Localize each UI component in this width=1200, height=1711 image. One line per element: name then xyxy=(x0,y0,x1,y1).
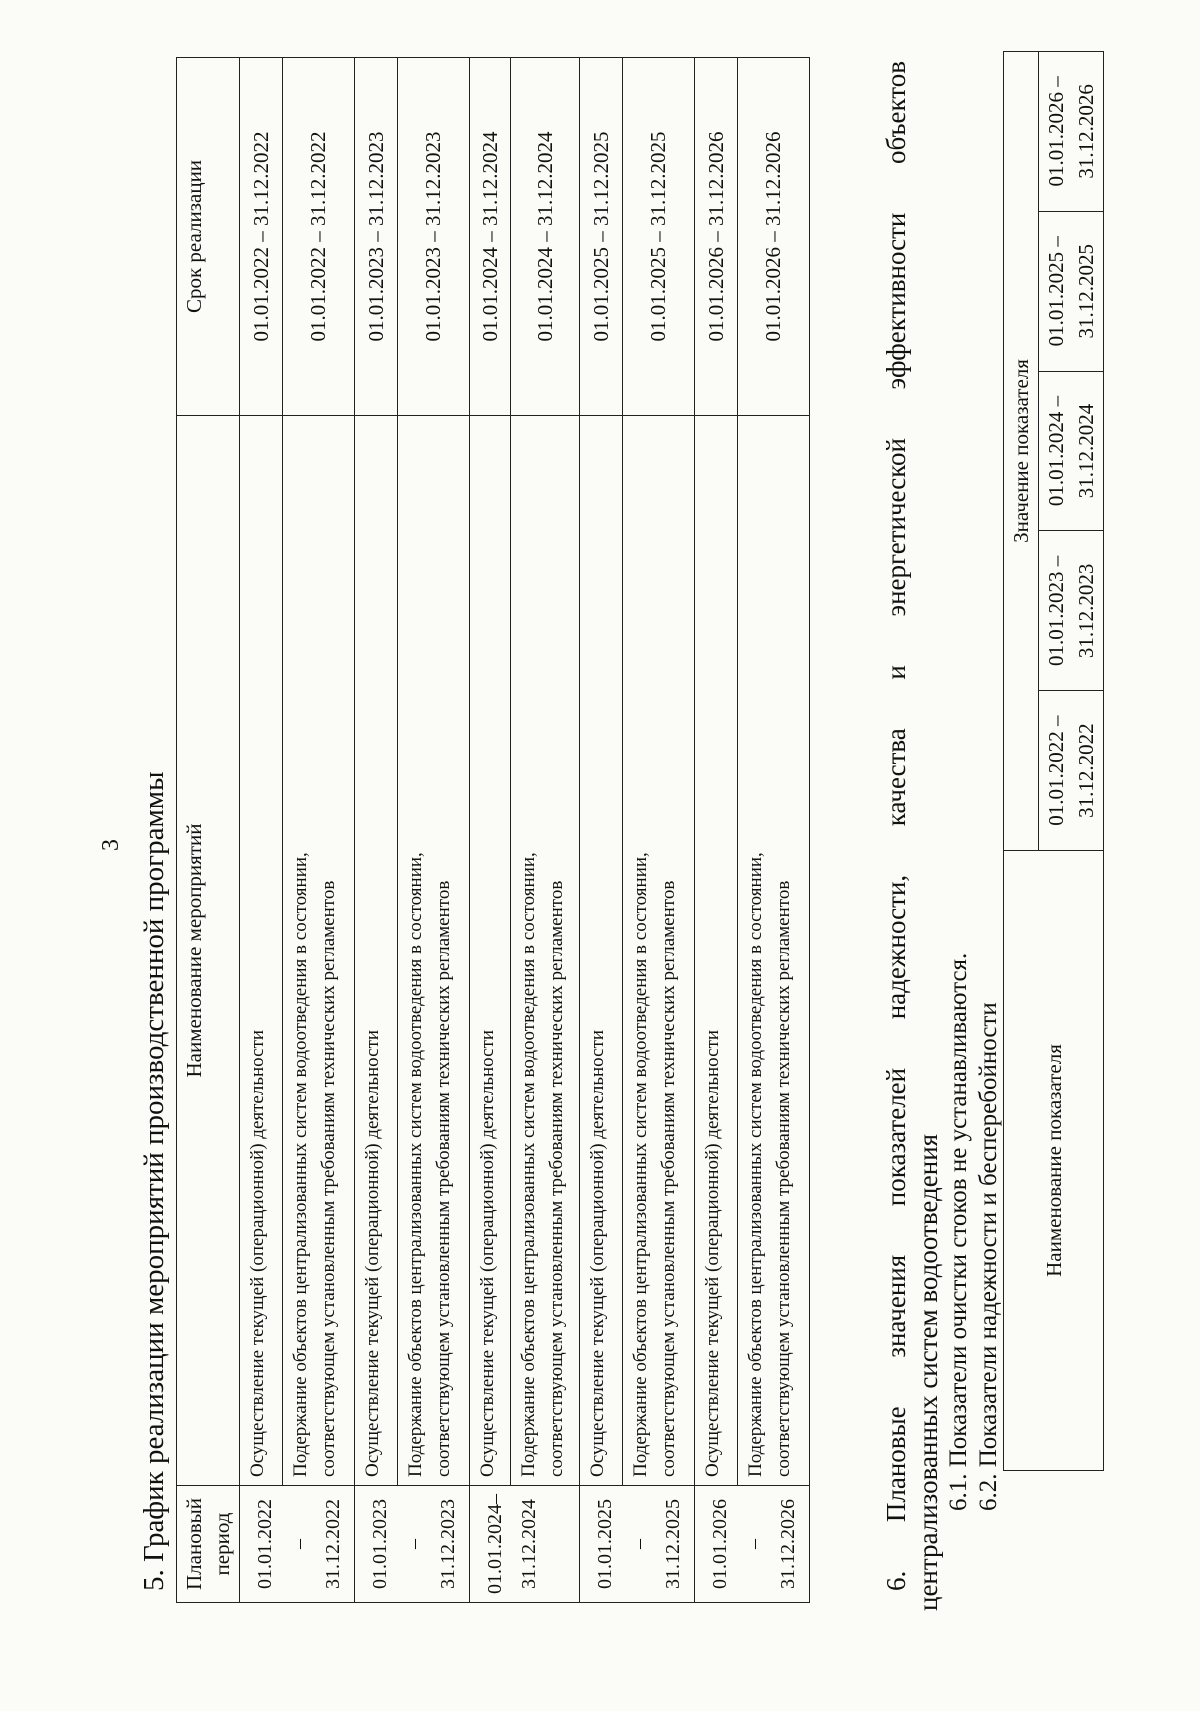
activity-operational: Осуществление текущей (операционной) деятельности xyxy=(580,416,623,1486)
activity-maintenance-line2: соответствующем установленным требованиям технических регламентов xyxy=(432,880,454,1477)
period-end: 31.12.2025 xyxy=(662,1499,684,1589)
activity-maintenance xyxy=(397,416,469,1486)
term-cell: 01.01.2026 – 31.12.2026 xyxy=(695,58,738,416)
period-header-cell xyxy=(1039,52,1104,212)
term-cell: 01.01.2022 – 31.12.2022 xyxy=(282,58,354,416)
term-cell: 01.01.2026 – 31.12.2026 xyxy=(737,58,809,416)
table2-header-row xyxy=(1004,52,1039,1471)
period-header-cell xyxy=(1039,211,1104,371)
heading-word: качества xyxy=(881,728,911,827)
heading-word: надежности, xyxy=(881,874,911,1020)
period-start: 01.01.2025 – xyxy=(1044,236,1068,347)
schedule-body xyxy=(240,58,810,1603)
table-row xyxy=(511,58,580,1603)
period-header-cell xyxy=(1039,531,1104,691)
term-cell: 01.01.2024 – 31.12.2024 xyxy=(470,58,511,416)
activity-maintenance xyxy=(511,416,580,1486)
section-6-heading xyxy=(880,61,912,1611)
term-cell: 01.01.2023 – 31.12.2023 xyxy=(397,58,469,416)
period-end: 31.12.2026 xyxy=(1074,84,1098,179)
table-row xyxy=(580,58,623,1603)
term-cell: 01.01.2025 – 31.12.2025 xyxy=(580,58,623,416)
period-start: 01.01.2023 – xyxy=(1044,555,1068,666)
activity-maintenance xyxy=(282,416,354,1486)
period-cell xyxy=(470,1486,580,1603)
heading-word: значения xyxy=(881,1254,911,1358)
period-end: 31.12.2026 xyxy=(777,1499,799,1589)
period-start: 01.01.2024 – xyxy=(1044,395,1068,507)
activity-maintenance xyxy=(737,416,809,1486)
activity-maintenance-line2: соответствующем установленным требованиям технических регламентов xyxy=(772,880,794,1477)
period-end: 31.12.2022 xyxy=(322,1499,344,1589)
activity-maintenance-line1: Подержание объектов централизованных систем водоотведения в состоянии, xyxy=(289,852,311,1477)
indicator-name-header: Наименование показателя xyxy=(1004,851,1104,1471)
period-cell xyxy=(695,1486,810,1603)
period-start: 01.01.2026 – xyxy=(1044,76,1068,187)
table-row xyxy=(355,58,398,1603)
activity-operational: Осуществление текущей (операционной) деятельности xyxy=(355,416,398,1486)
header-period: Плановый период xyxy=(177,1486,240,1603)
activity-maintenance-line2: соответствующем установленным требованиям технических регламентов xyxy=(657,880,679,1477)
heading-word: 6. xyxy=(881,1570,911,1591)
heading-word: показателей xyxy=(881,1067,911,1207)
header-activity: Наименование мероприятий xyxy=(177,416,240,1486)
period-end: 31.12.2022 xyxy=(1074,723,1098,818)
period-start: 01.01.2023 – xyxy=(369,1499,425,1589)
heading-word: энергетической xyxy=(881,438,911,617)
heading-word: объектов xyxy=(881,61,911,164)
period-header-cell xyxy=(1039,371,1104,531)
period-end: 31.12.2024 xyxy=(518,1499,540,1589)
term-cell: 01.01.2023 – 31.12.2023 xyxy=(355,58,398,416)
section-6-heading-line2: централизованных систем водоотведения xyxy=(913,1133,943,1611)
period-end: 31.12.2023 xyxy=(437,1499,459,1589)
heading-word: и xyxy=(881,665,911,680)
table-row xyxy=(282,58,354,1603)
activity-maintenance-line1: Подержание объектов централизованных систем водоотведения в состоянии, xyxy=(518,852,539,1477)
item-6-2: 6.2. Показатели надежности и бесперебойности xyxy=(975,1002,1002,1511)
period-header-cell xyxy=(1039,691,1104,851)
term-cell: 01.01.2022 – 31.12.2022 xyxy=(240,58,283,416)
term-cell: 01.01.2025 – 31.12.2025 xyxy=(622,58,694,416)
table-header-row xyxy=(177,58,240,1603)
period-cell xyxy=(355,1486,470,1603)
table-row xyxy=(737,58,809,1603)
activity-maintenance-line1: Подержание объектов централизованных систем водоотведения в состоянии, xyxy=(744,852,766,1477)
section-6 xyxy=(880,61,1004,1611)
period-end: 31.12.2025 xyxy=(1074,243,1098,339)
table-row xyxy=(240,58,283,1603)
period-start: 01.01.2025 – xyxy=(594,1499,650,1589)
period-end: 31.12.2023 xyxy=(1074,563,1098,659)
heading-word: Плановые xyxy=(881,1406,911,1523)
item-6-1: 6.1. Показатели очистки стоков не устанавливаются. xyxy=(945,952,972,1511)
section-5-title: 5. График реализации мероприятий производственной программы xyxy=(138,771,170,1591)
activity-maintenance xyxy=(622,416,694,1486)
activity-maintenance-line2: соответствующем установленным требованиям технических регламентов xyxy=(317,880,339,1477)
activity-maintenance-line2: соответствующем установленным требованиям технических регламентов xyxy=(546,880,567,1477)
period-end: 31.12.2024 xyxy=(1074,403,1098,499)
period-start: 01.01.2026 – xyxy=(709,1499,765,1589)
table-row xyxy=(622,58,694,1603)
table-row xyxy=(695,58,738,1603)
page-number: 3 xyxy=(98,839,124,851)
activity-maintenance-line1: Подержание объектов централизованных систем водоотведения в состоянии, xyxy=(629,852,651,1477)
activity-operational: Осуществление текущей (операционной) деятельности xyxy=(695,416,738,1486)
activity-operational: Осуществление текущей (операционной) деятельности xyxy=(470,416,511,1486)
period-start: 01.01.2022 – xyxy=(254,1499,310,1589)
heading-word: эффективности xyxy=(881,212,911,390)
activity-maintenance-line1: Подержание объектов централизованных систем водоотведения в состоянии, xyxy=(404,852,426,1477)
table-row xyxy=(470,58,511,1603)
term-cell: 01.01.2024 – 31.12.2024 xyxy=(511,58,580,416)
activities-schedule-table xyxy=(176,57,810,1603)
period-cell xyxy=(240,1486,355,1603)
period-cell xyxy=(580,1486,695,1603)
period-start: 01.01.2024– xyxy=(484,1494,506,1594)
table-row xyxy=(397,58,469,1603)
indicator-value-header: Значение показателя xyxy=(1004,52,1039,851)
reliability-indicators-table xyxy=(1003,51,1104,1471)
activity-operational: Осуществление текущей (операционной) деятельности xyxy=(240,416,283,1486)
header-term: Срок реализации xyxy=(177,58,240,416)
period-start: 01.01.2022 – xyxy=(1044,715,1068,826)
